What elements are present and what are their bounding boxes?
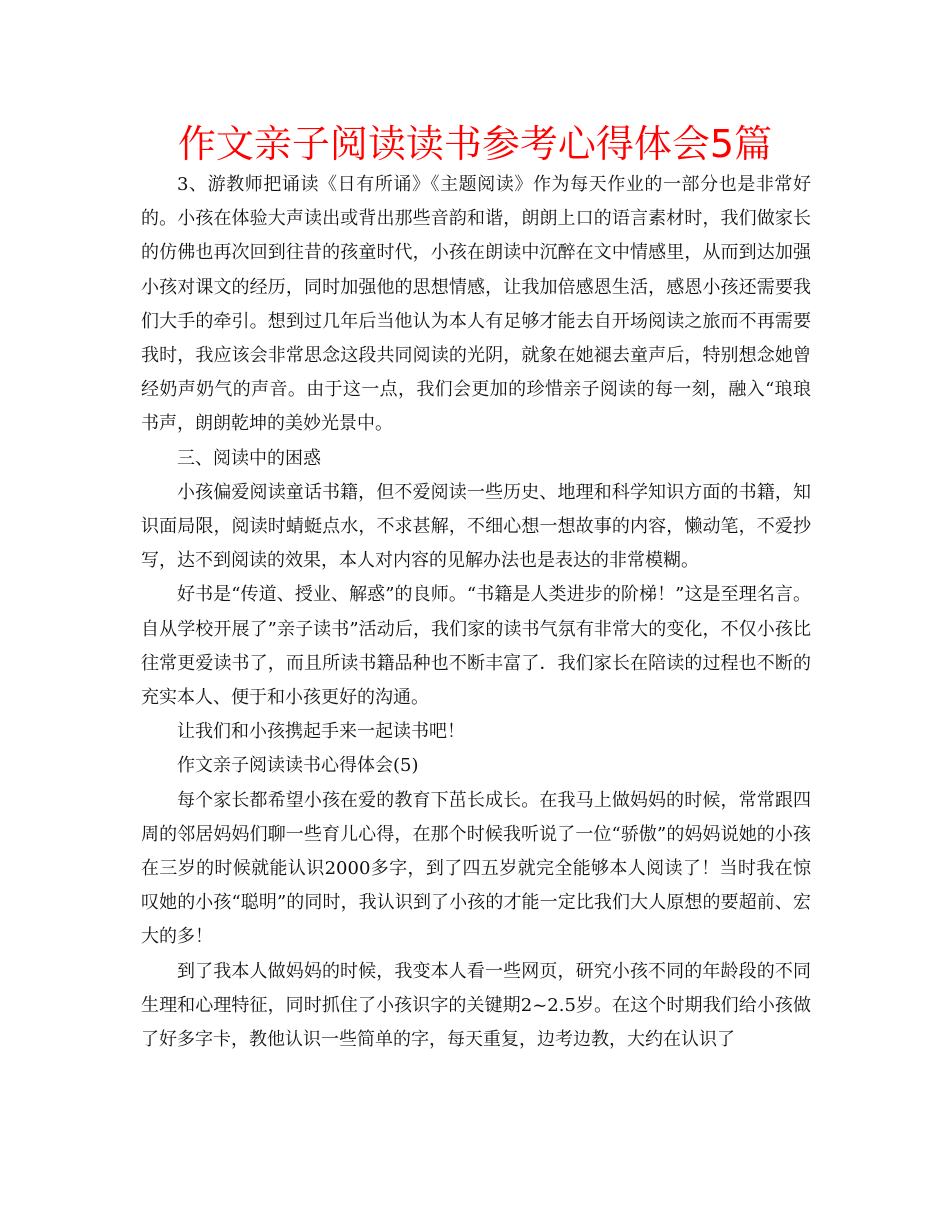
document-title: 作文亲子阅读读书参考心得体会5篇: [177, 122, 773, 166]
document-body: [141, 168, 811, 1057]
paragraph: 3、游教师把诵读《日有所诵》《主题阅读》作为每天作业的一部分也是非常好的。小孩在体验大声读出或背出那些音韵和谐，朗朗上口的语言素材时，我们做家长的仿佛也再次回到往昔的孩童时代，小孩在朗读中沉醉在文中情感里，从而到达加强小孩对课文的经历，同时加强他的思想情感，让我加倍感恩生活，感恩小孩还需要我们大手的牵引。想到过几年后当他认为本人有足够才能去自开场阅读之旅而不再需要我时，我应该会非常思念这段共同阅读的光阴，就象在她褪去童声后，特别想念她曾经奶声奶气的声音。由于这一点，我们会更加的珍惜亲子阅读的每一刻，融入“琅琅书声，朗朗乾坤的美妙光景中。: [141, 174, 811, 435]
paragraph: 到了我本人做妈妈的时候，我变本人看一些网页，研究小孩不同的年龄段的不同生理和心理特征，同时抓住了小孩识字的关键期2~2.5岁。在这个时期我们给小孩做了好多字卡，教他认识一些简单的字，每天重复，边考边教，大约在认识了: [141, 960, 811, 1051]
paragraph: 每个家长都希望小孩在爱的教育下茁长成长。在我马上做妈妈的时候，常常跟四周的邻居妈妈们聊一些育儿心得，在那个时候我听说了一位“骄傲”的妈妈说她的小孩在三岁的时候就能认识2000多字，到了四五岁就完全能够本人阅读了！当时我在惊叹她的小孩“聪明”的同时，我认识到了小孩的才能一定比我们大人原想的要超前、宏大的多！: [141, 789, 811, 948]
paragraph: 小孩偏爱阅读童话书籍，但不爱阅读一些历史、地理和科学知识方面的书籍，知识面局限，阅读时蜻蜓点水，不求甚解，不细心想一想故事的内容，懒动笔，不爱抄写，达不到阅读的效果，本人对内容的见解办法也是表达的非常模糊。: [141, 481, 811, 572]
paragraph: 让我们和小孩携起手来一起读书吧！: [177, 721, 465, 743]
paragraph: 好书是“传道、授业、解惑”的良师。“书籍是人类进步的阶梯！”这是至理名言。自从学校开展了”亲子读书”活动后，我们家的读书气氛有非常大的变化，不仅小孩比往常更爱读书了，而且所读书籍品种也不断丰富了．我们家长在陪读的过程也不断的充实本人、便于和小孩更好的沟通。: [141, 584, 811, 709]
section-heading: 三、阅读中的困惑: [177, 447, 321, 469]
section-heading: 作文亲子阅读读书心得体会(5): [177, 755, 419, 777]
